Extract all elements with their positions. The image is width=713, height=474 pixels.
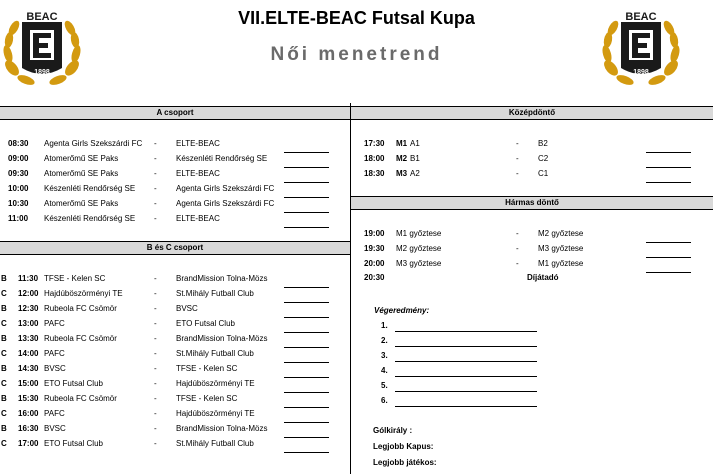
rank-number: 5. [381,381,388,390]
match-time: 09:00 [8,154,29,163]
logo-year: 1898 [34,69,50,76]
group-letter: B [1,334,7,343]
rank-number: 6. [381,396,388,405]
award-label: Gólkirály : [373,426,413,435]
award-label: Legjobb Kapus: [373,442,434,451]
away-team: BrandMission Tolna-Mözs [176,424,268,433]
section-header-triple-final: Hármas döntő [351,196,713,210]
away-team: Hajdúböszörményi TE [176,409,255,418]
home-slot: A1 [410,139,420,148]
match-time: 18:30 [364,169,385,178]
ceremony-time: 20:30 [364,273,385,282]
home-team: Atomerőmű SE Paks [44,154,119,163]
match-row [0,316,350,331]
group-letter: B [1,364,7,373]
section-header-group-bc: B és C csoport [0,241,350,255]
match-row [0,181,350,196]
home-team: Agenta Girls Szekszárdi FC [44,139,143,148]
match-separator: - [154,154,157,163]
rank-line [395,361,537,362]
group-letter: C [1,439,7,448]
match-row [0,301,350,316]
match-time: 12:00 [18,289,39,298]
rank-line [395,331,537,332]
match-time: 15:30 [18,394,39,403]
match-separator: - [516,139,519,148]
rank-number: 1. [381,321,388,330]
away-team: M3 győztese [538,244,584,253]
match-row [0,166,350,181]
match-row [0,376,350,391]
score-line [646,182,691,183]
rank-line [395,391,537,392]
match-separator: - [154,289,157,298]
home-team: Rubeola FC Csömör [44,334,117,343]
home-team: Készenléti Rendőrség SE [44,184,136,193]
rank-line [395,346,537,347]
home-team: Rubeola FC Csömör [44,304,117,313]
match-time: 10:30 [8,199,29,208]
match-time: 17:30 [364,139,385,148]
match-time: 14:00 [18,349,39,358]
match-row [0,271,350,286]
match-separator: - [154,169,157,178]
home-team: PAFC [44,349,65,358]
match-row [0,286,350,301]
away-slot: C2 [538,154,549,163]
home-team: ETO Futsal Club [44,439,103,448]
match-separator: - [516,259,519,268]
match-time: 12:30 [18,304,39,313]
match-separator: - [154,304,157,313]
match-separator: - [154,319,157,328]
home-team: M3 győztese [396,259,442,268]
group-letter: C [1,319,7,328]
match-time: 10:00 [8,184,29,193]
away-team: BrandMission Tolna-Mözs [176,334,268,343]
away-team: St.Mihály Futball Club [176,349,254,358]
ceremony-row [351,270,713,285]
score-line [284,452,329,453]
match-separator: - [516,244,519,253]
match-time: 19:00 [364,229,385,238]
match-row [351,256,713,271]
match-row [351,166,713,181]
match-separator: - [516,229,519,238]
rank-line [395,406,537,407]
ceremony-label: Díjátadó [527,273,559,282]
match-row [351,241,713,256]
match-time: 08:30 [8,139,29,148]
match-row [0,211,350,226]
match-row [0,346,350,361]
away-team: BrandMission Tolna-Mözs [176,274,268,283]
match-time: 09:30 [8,169,29,178]
match-separator: - [154,139,157,148]
home-team: BVSC [44,364,66,373]
away-team: ELTE-BEAC [176,139,220,148]
match-time: 11:30 [18,274,39,283]
match-time: 19:30 [364,244,385,253]
group-letter: B [1,424,7,433]
rank-number: 3. [381,351,388,360]
match-separator: - [154,379,157,388]
home-team: M1 győztese [396,229,442,238]
match-time: 16:30 [18,424,39,433]
group-letter: C [1,379,7,388]
match-row [0,196,350,211]
group-letter: C [1,409,7,418]
home-team: PAFC [44,319,65,328]
match-separator: - [154,409,157,418]
match-row [0,331,350,346]
home-team: BVSC [44,424,66,433]
match-row [351,136,713,151]
match-row [0,361,350,376]
match-time: 11:00 [8,214,29,223]
match-code: M1 [396,139,408,148]
home-team: Atomerőmű SE Paks [44,199,119,208]
match-separator: - [154,274,157,283]
svg-text:BEAC: BEAC [625,11,657,23]
away-team: St.Mihály Futball Club [176,439,254,448]
match-row [0,151,350,166]
match-time: 18:00 [364,154,385,163]
match-row [351,226,713,241]
home-team: M2 győztese [396,244,442,253]
match-separator: - [154,349,157,358]
match-code: M3 [396,169,408,178]
home-team: Hajdúböszörményi TE [44,289,123,298]
rank-number: 2. [381,336,388,345]
match-code: M2 [396,154,408,163]
home-team: Atomerőmű SE Paks [44,169,119,178]
away-team: Készenléti Rendőrség SE [176,154,268,163]
away-team: M2 győztese [538,229,584,238]
final-results-label: Végeredmény: [374,306,430,315]
match-time: 16:00 [18,409,39,418]
match-separator: - [154,424,157,433]
page-subtitle: Női menetrend [270,44,443,65]
match-separator: - [516,154,519,163]
group-letter: C [1,349,7,358]
home-team: TFSE - Kelen SC [44,274,106,283]
group-letter: C [1,289,7,298]
away-slot: C1 [538,169,549,178]
section-header-group-a: A csoport [0,106,350,120]
home-team: ETO Futsal Club [44,379,103,388]
match-time: 13:00 [18,319,39,328]
away-team: Hajdúböszörményi TE [176,379,255,388]
away-team: St.Mihály Futball Club [176,289,254,298]
match-separator: - [154,184,157,193]
group-letter: B [1,304,7,313]
away-slot: B2 [538,139,548,148]
home-team: PAFC [44,409,65,418]
away-team: ELTE-BEAC [176,169,220,178]
match-time: 15:00 [18,379,39,388]
logo-text: BEAC [26,11,58,23]
away-team: BVSC [176,304,198,313]
match-row [0,406,350,421]
away-team: Agenta Girls Szekszárdi FC [176,199,275,208]
home-team: Készenléti Rendőrség SE [44,214,136,223]
page-title: VII.ELTE-BEAC Futsal Kupa [238,8,475,28]
home-team: Rubeola FC Csömör [44,394,117,403]
match-separator: - [154,364,157,373]
home-slot: A2 [410,169,420,178]
match-separator: - [154,394,157,403]
rank-line [395,376,537,377]
match-row [0,421,350,436]
award-label: Legjobb játékos: [373,458,437,467]
home-slot: B1 [410,154,420,163]
match-separator: - [154,439,157,448]
score-line [284,227,329,228]
match-separator: - [154,214,157,223]
match-separator: - [516,169,519,178]
match-row [351,151,713,166]
match-time: 20:00 [364,259,385,268]
match-time: 13:30 [18,334,39,343]
match-row [0,436,350,451]
match-row [0,391,350,406]
svg-text:1898: 1898 [633,69,649,76]
away-team: M1 győztese [538,259,584,268]
match-separator: - [154,334,157,343]
away-team: ELTE-BEAC [176,214,220,223]
away-team: TFSE - Kelen SC [176,364,238,373]
away-team: TFSE - Kelen SC [176,394,238,403]
group-letter: B [1,274,7,283]
match-time: 17:00 [18,439,39,448]
rank-number: 4. [381,366,388,375]
away-team: ETO Futsal Club [176,319,235,328]
match-row [0,136,350,151]
match-time: 14:30 [18,364,39,373]
away-team: Agenta Girls Szekszárdi FC [176,184,275,193]
match-separator: - [154,199,157,208]
group-letter: B [1,394,7,403]
section-header-semis: Középdöntő [351,106,713,120]
